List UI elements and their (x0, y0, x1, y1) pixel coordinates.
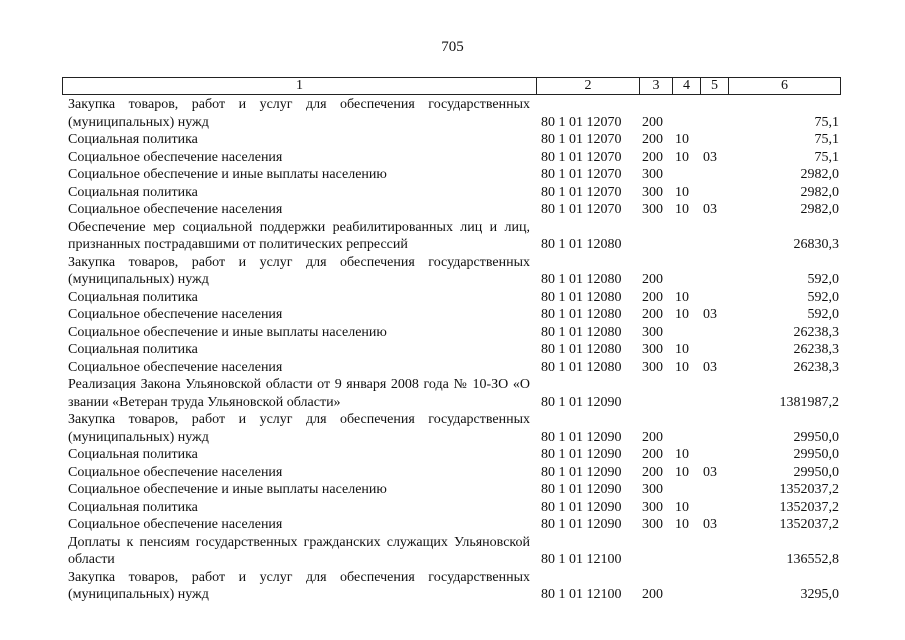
expense-type-cell: 200 (642, 272, 663, 287)
expense-type-cell: 200 (642, 307, 663, 322)
budget-table (62, 96, 840, 604)
item-name-cell: Социальное обеспечение населения (68, 359, 283, 375)
amount-cell: 75,1 (814, 149, 839, 165)
amount-cell: 1352037,2 (779, 499, 839, 515)
table-row (62, 324, 840, 342)
item-name-cell: Социальная политика (68, 132, 198, 147)
subsection-cell (700, 131, 728, 149)
item-code-cell: 80 1 01 12070 (541, 184, 622, 200)
section-cell (672, 166, 700, 184)
amount-cell: 75,1 (814, 114, 839, 130)
section-cell: 10 (675, 464, 689, 480)
item-code-cell: 80 1 01 12090 (541, 394, 622, 410)
item-code-cell: 80 1 01 12090 (541, 429, 622, 445)
item-code-cell: 80 1 01 12080 (541, 324, 622, 340)
amount-cell: 1352037,2 (779, 482, 839, 497)
section-cell (672, 96, 700, 131)
subsection-cell: 03 (703, 464, 717, 480)
table-row (62, 481, 840, 499)
expense-type-cell (639, 534, 672, 569)
section-cell: 10 (675, 289, 689, 305)
table-row (62, 166, 840, 184)
item-code-cell: 80 1 01 12090 (541, 447, 622, 462)
section-cell: 10 (675, 447, 689, 462)
item-code-cell: 80 1 01 12080 (541, 342, 622, 357)
item-name-cell: Закупка товаров, работ и услуг для обеспечения государственных (муниципальных) нужд (68, 97, 530, 130)
expense-type-cell: 300 (642, 517, 663, 532)
item-code-cell: 80 1 01 12080 (541, 272, 622, 287)
column-header-2: 2 (537, 78, 640, 95)
table-row (62, 516, 840, 534)
expense-type-cell (639, 219, 672, 254)
item-code-cell: 80 1 01 12080 (541, 289, 622, 305)
table-row (62, 464, 840, 482)
item-name-cell: Социальная политика (68, 289, 198, 305)
table-row (62, 201, 840, 219)
table-row (62, 96, 840, 131)
expense-type-cell: 200 (642, 289, 663, 305)
amount-cell: 29950,0 (793, 429, 839, 445)
amount-cell: 26238,3 (793, 324, 839, 340)
column-header-5: 5 (701, 78, 729, 95)
amount-cell: 26238,3 (793, 359, 839, 375)
subsection-cell (700, 534, 728, 569)
table-row (62, 446, 840, 464)
item-code-cell: 80 1 01 12070 (541, 202, 622, 217)
item-name-cell: Социальная политика (68, 184, 198, 200)
column-header-row (62, 77, 841, 95)
table-row (62, 411, 840, 446)
table-row (62, 184, 840, 202)
subsection-cell (700, 411, 728, 446)
table-row (62, 376, 840, 411)
table-row (62, 534, 840, 569)
subsection-cell (700, 499, 728, 517)
amount-cell: 1352037,2 (779, 517, 839, 532)
section-cell: 10 (675, 132, 689, 147)
item-name-cell: Социальное обеспечение и иные выплаты населению (68, 167, 387, 182)
amount-cell: 29950,0 (793, 447, 839, 462)
expense-type-cell: 200 (642, 587, 663, 602)
amount-cell: 592,0 (807, 307, 839, 322)
subsection-cell (700, 324, 728, 342)
amount-cell: 3295,0 (800, 587, 839, 602)
section-cell (672, 481, 700, 499)
item-code-cell: 80 1 01 12090 (541, 499, 622, 515)
item-code-cell: 80 1 01 12080 (541, 307, 622, 322)
section-cell: 10 (675, 499, 689, 515)
expense-type-cell: 300 (642, 359, 663, 375)
section-cell: 10 (675, 342, 689, 357)
subsection-cell (700, 341, 728, 359)
item-name-cell: Социальное обеспечение и иные выплаты населению (68, 324, 387, 340)
section-cell: 10 (675, 149, 689, 165)
expense-type-cell: 300 (642, 184, 663, 200)
subsection-cell (700, 481, 728, 499)
section-cell: 10 (675, 202, 689, 217)
amount-cell: 592,0 (807, 289, 839, 305)
subsection-cell (700, 254, 728, 289)
subsection-cell: 03 (703, 359, 717, 375)
item-code-cell: 80 1 01 12080 (541, 237, 622, 252)
section-cell: 10 (675, 307, 689, 322)
item-code-cell: 80 1 01 12090 (541, 517, 622, 532)
table-row (62, 359, 840, 377)
amount-cell: 29950,0 (793, 464, 839, 480)
expense-type-cell: 300 (642, 482, 663, 497)
item-code-cell: 80 1 01 12070 (541, 167, 622, 182)
section-cell (672, 411, 700, 446)
item-code-cell: 80 1 01 12090 (541, 482, 622, 497)
table-row (62, 131, 840, 149)
item-name-cell: Обеспечение мер социальной поддержки реабилитированных лиц и лиц, признанных пострадавшими от политических репрессий (68, 219, 530, 252)
amount-cell: 2982,0 (800, 167, 839, 182)
item-name-cell: Социальное обеспечение населения (68, 149, 283, 165)
item-name-cell: Социальное обеспечение населения (68, 464, 283, 480)
subsection-cell (700, 289, 728, 307)
section-cell (672, 324, 700, 342)
subsection-cell (700, 96, 728, 131)
item-name-cell: Социальное обеспечение населения (68, 517, 283, 532)
subsection-cell: 03 (703, 202, 717, 217)
item-name-cell: Социальная политика (68, 447, 198, 462)
item-name-cell: Социальная политика (68, 342, 198, 357)
subsection-cell (700, 569, 728, 604)
subsection-cell (700, 166, 728, 184)
item-code-cell: 80 1 01 12090 (541, 464, 622, 480)
section-cell (672, 376, 700, 411)
expense-type-cell: 200 (642, 149, 663, 165)
section-cell: 10 (675, 359, 689, 375)
subsection-cell: 03 (703, 307, 717, 322)
expense-type-cell: 300 (642, 202, 663, 217)
section-cell (672, 569, 700, 604)
item-name-cell: Закупка товаров, работ и услуг для обеспечения государственных (муниципальных) нужд (68, 569, 530, 602)
expense-type-cell: 200 (642, 464, 663, 480)
item-name-cell: Социальное обеспечение и иные выплаты населению (68, 482, 387, 497)
amount-cell: 592,0 (807, 272, 839, 287)
table-row (62, 289, 840, 307)
subsection-cell (700, 376, 728, 411)
expense-type-cell: 200 (642, 114, 663, 130)
expense-type-cell: 300 (642, 324, 663, 340)
amount-cell: 26830,3 (793, 237, 839, 252)
table-row (62, 254, 840, 289)
item-name-cell: Реализация Закона Ульяновской области от 9 января 2008 года № 10-ЗО «О звании «Ветеран труда Ульяновской области» (68, 377, 530, 410)
table-row (62, 219, 840, 254)
item-name-cell: Закупка товаров, работ и услуг для обеспечения государственных (муниципальных) нужд (68, 412, 530, 445)
section-cell (672, 254, 700, 289)
subsection-cell (700, 219, 728, 254)
amount-cell: 2982,0 (800, 184, 839, 200)
item-code-cell: 80 1 01 12100 (541, 587, 622, 602)
item-code-cell: 80 1 01 12070 (541, 114, 622, 130)
table-row (62, 569, 840, 604)
column-header-3: 3 (640, 78, 673, 95)
section-cell (672, 534, 700, 569)
page-number: 705 (441, 39, 464, 55)
subsection-cell: 03 (703, 517, 717, 532)
item-name-cell: Социальная политика (68, 499, 198, 515)
item-name-cell: Социальное обеспечение населения (68, 202, 283, 217)
table-row (62, 499, 840, 517)
subsection-cell (700, 184, 728, 202)
amount-cell: 2982,0 (800, 202, 839, 217)
column-header-4: 4 (673, 78, 701, 95)
table-row (62, 306, 840, 324)
amount-cell: 136552,8 (786, 552, 839, 567)
amount-cell: 75,1 (814, 132, 839, 147)
item-name-cell: Закупка товаров, работ и услуг для обеспечения государственных (муниципальных) нужд (68, 254, 530, 287)
amount-cell: 26238,3 (793, 342, 839, 357)
item-code-cell: 80 1 01 12070 (541, 149, 622, 165)
section-cell (672, 219, 700, 254)
table-row (62, 341, 840, 359)
expense-type-cell: 300 (642, 342, 663, 357)
expense-type-cell: 200 (642, 447, 663, 462)
column-header-1: 1 (63, 78, 537, 95)
item-name-cell: Доплаты к пенсиям государственных гражданских служащих Ульяновской области (68, 534, 530, 567)
expense-type-cell: 300 (642, 167, 663, 182)
item-code-cell: 80 1 01 12070 (541, 132, 622, 147)
subsection-cell: 03 (703, 149, 717, 165)
expense-type-cell: 200 (642, 132, 663, 147)
item-code-cell: 80 1 01 12100 (541, 552, 622, 567)
column-header-6: 6 (729, 78, 841, 95)
item-code-cell: 80 1 01 12080 (541, 359, 622, 375)
amount-cell: 1381987,2 (779, 394, 839, 410)
table-body (62, 96, 840, 604)
section-cell: 10 (675, 517, 689, 532)
expense-type-cell: 200 (642, 429, 663, 445)
item-name-cell: Социальное обеспечение населения (68, 307, 283, 322)
subsection-cell (700, 446, 728, 464)
expense-type-cell: 300 (642, 499, 663, 515)
section-cell: 10 (675, 184, 689, 200)
expense-type-cell (639, 376, 672, 411)
table-row (62, 149, 840, 167)
